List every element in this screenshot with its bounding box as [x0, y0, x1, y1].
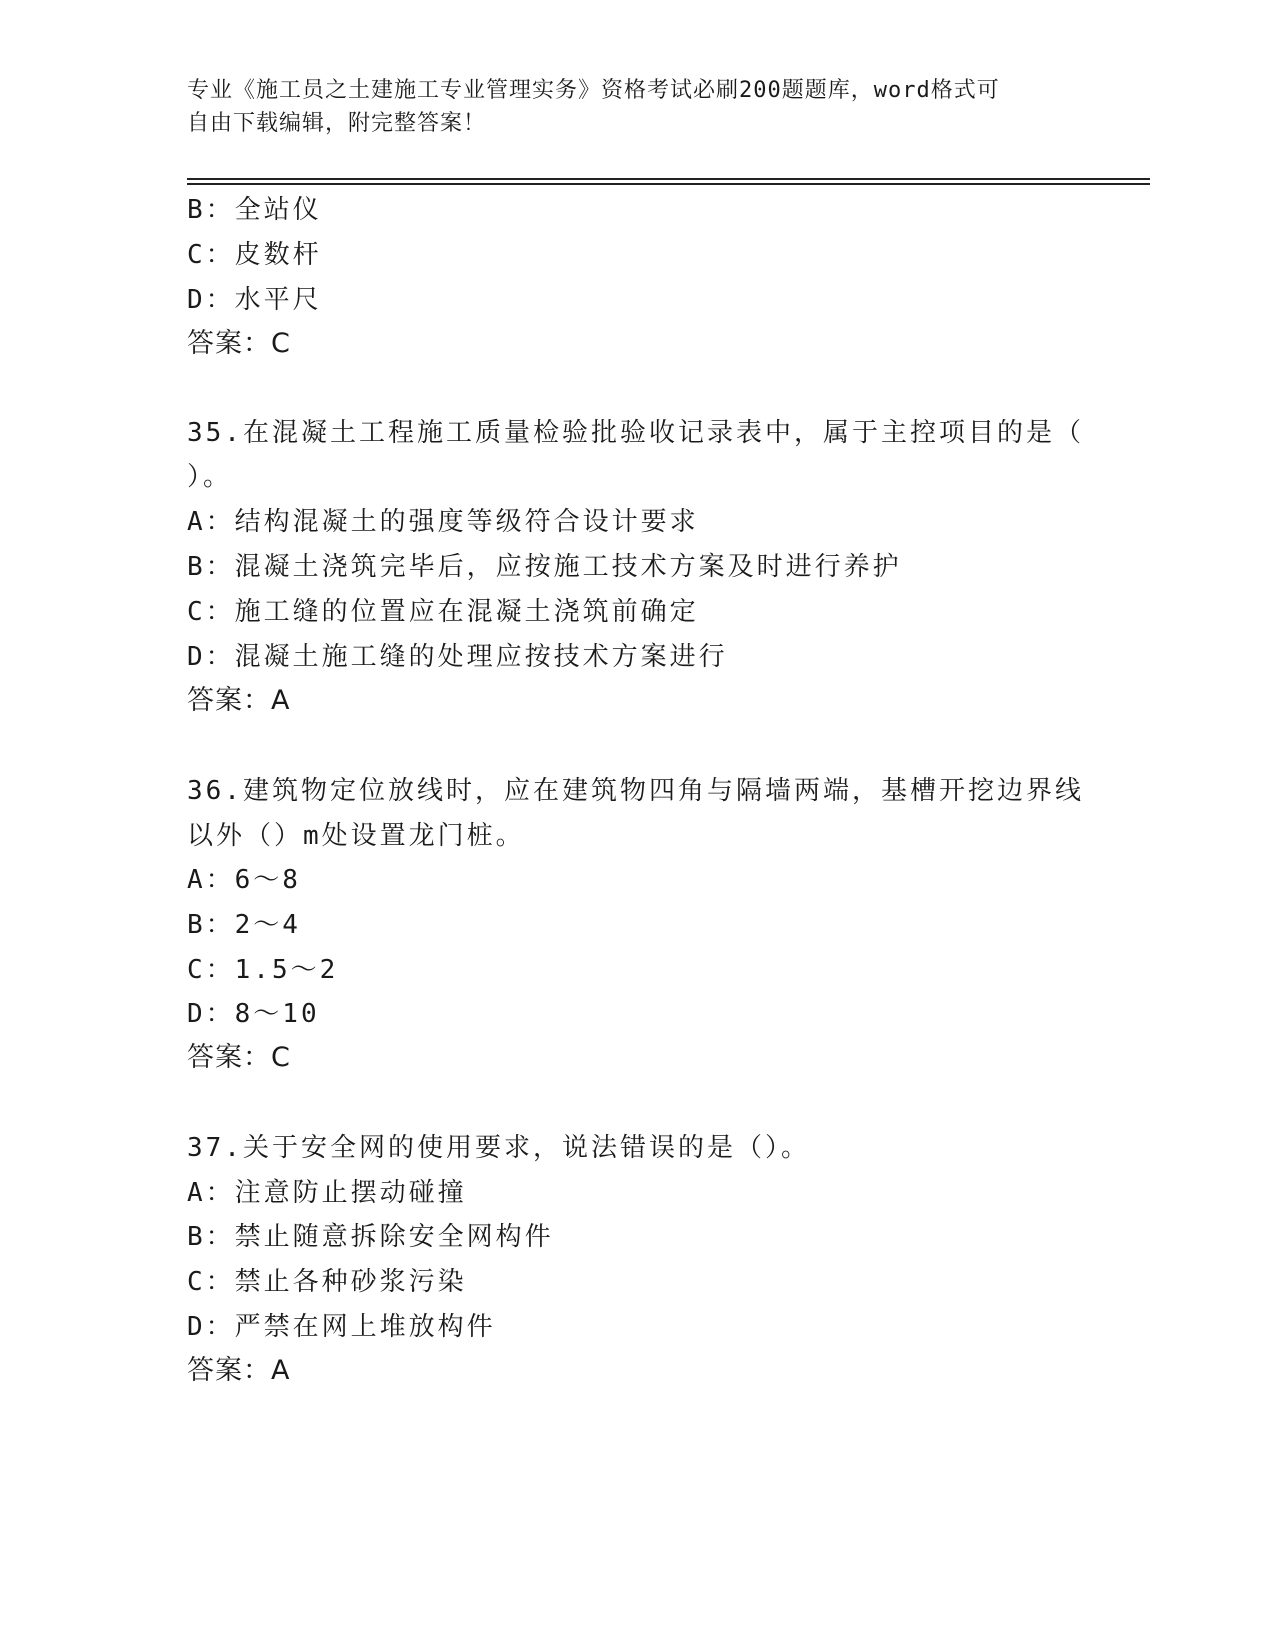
q34-option-c: C：皮数杆: [187, 240, 322, 270]
q37-option-a: A：注意防止摆动碰撞: [187, 1178, 467, 1208]
q34-option-d: D：水平尺: [187, 285, 322, 315]
q34-answer: 答案：C: [187, 328, 291, 359]
q36-option-b: B：2～4: [187, 910, 301, 940]
q36-answer: 答案：C: [187, 1042, 291, 1073]
q36-option-d: D：8～10: [187, 999, 320, 1029]
q36-option-c: C：1.5～2: [187, 955, 339, 985]
q35-stem-line-2: ）。: [187, 462, 233, 492]
header-title-line-1: 专业《施工员之土建施工专业管理实务》资格考试必刷200题题库，word格式可: [187, 78, 1000, 103]
q37-option-c: C：禁止各种砂浆污染: [187, 1267, 467, 1297]
q37-answer: 答案：A: [187, 1355, 291, 1386]
q35-option-c: C：施工缝的位置应在混凝土浇筑前确定: [187, 597, 699, 627]
header-divider-bottom: [187, 183, 1150, 185]
q35-option-b: B：混凝土浇筑完毕后，应按施工技术方案及时进行养护: [187, 552, 902, 582]
q35-option-d: D：混凝土施工缝的处理应按技术方案进行: [187, 642, 728, 672]
q35-option-a: A：结构混凝土的强度等级符合设计要求: [187, 507, 699, 537]
q37-stem-line-1: 37.关于安全网的使用要求，说法错误的是（）。: [187, 1133, 810, 1163]
q36-stem-line-2: 以外（）m处设置龙门桩。: [187, 821, 525, 851]
document-header: [187, 74, 1087, 140]
q35-stem-line-1: 35.在混凝土工程施工质量检验批验收记录表中，属于主控项目的是（: [187, 418, 1084, 448]
q37-option-d: D：严禁在网上堆放构件: [187, 1312, 496, 1342]
q36-option-a: A：6～8: [187, 865, 301, 895]
header-divider-top: [187, 178, 1150, 180]
header-title-line-2: 自由下载编辑，附完整答案！: [187, 111, 487, 136]
q37-option-b: B：禁止随意拆除安全网构件: [187, 1222, 554, 1252]
q35-answer: 答案：A: [187, 685, 291, 716]
q36-stem-line-1: 36.建筑物定位放线时，应在建筑物四角与隔墙两端，基槽开挖边界线: [187, 776, 1084, 806]
q34-option-b: B：全站仪: [187, 195, 322, 225]
